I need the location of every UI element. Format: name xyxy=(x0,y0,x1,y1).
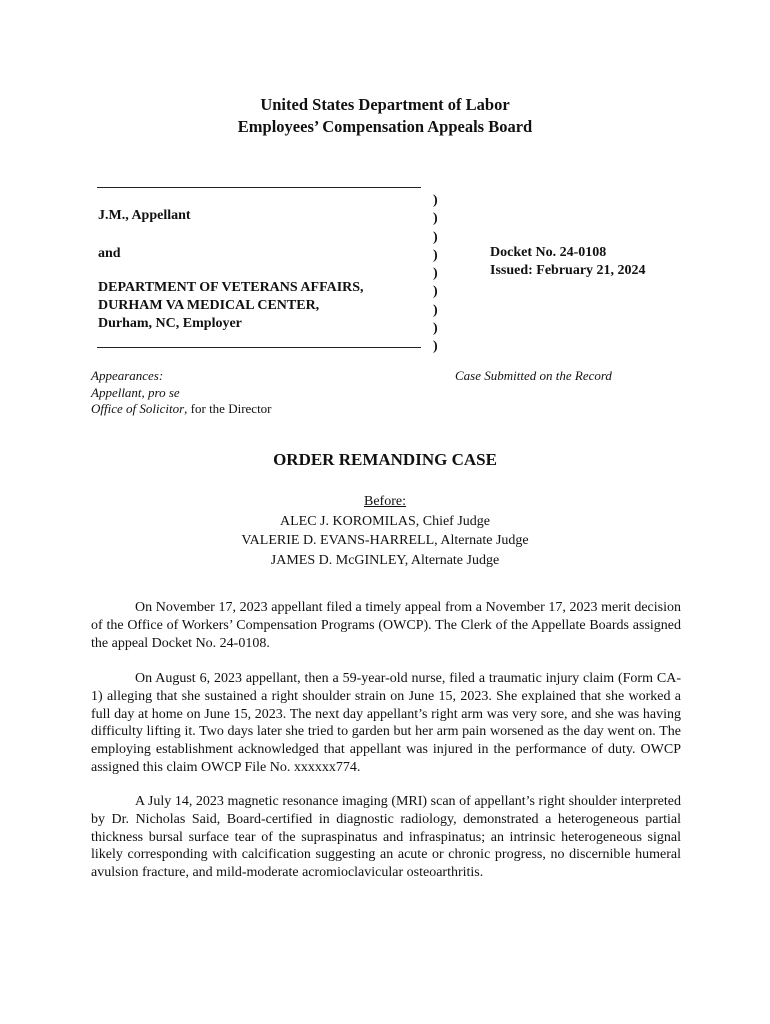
judges-panel xyxy=(0,492,770,570)
paragraph-text: On August 6, 2023 appellant, then a 59-year-old nurse, filed a traumatic injury claim (Form CA-1) alleging that she sustained a right shoulder strain on June 15, 2023. She explained that she worked a full day at home on June 15, 2023. The next day appellant’s right arm was very sore, and she was having difficulty lifting it. Two days later she tried to garden but her arm pain worsened as the day went on. The employing establishment acknowledged that appellant was injured in the performance of duty. OWCP assigned this claim OWCP File No. xxxxxx774. xyxy=(91,671,681,775)
appellant-name: J.M., Appellant xyxy=(98,208,191,223)
docket-number: Docket No. 24-0108 xyxy=(490,245,607,260)
paragraph-3 xyxy=(91,793,681,882)
judge-chief: ALEC J. KOROMILAS, Chief Judge xyxy=(280,513,490,529)
paren: ) xyxy=(433,193,438,208)
case-submitted-note: Case Submitted on the Record xyxy=(455,368,612,383)
paren: ) xyxy=(433,302,438,318)
caption-top-rule xyxy=(97,187,421,188)
before-label: Before: xyxy=(364,494,406,509)
order-title: ORDER REMANDING CASE xyxy=(273,450,497,469)
board-name: Employees’ Compensation Appeals Board xyxy=(237,117,533,136)
appellant-appearance: Appellant, pro se xyxy=(91,384,180,400)
paren: ) xyxy=(433,284,438,300)
paren: ) xyxy=(433,211,438,227)
agency-name: United States Department of Labor xyxy=(260,95,510,114)
paragraph-text: A July 14, 2023 magnetic resonance imaging (MRI) scan of appellant’s right shoulder interpreted by Dr. Nicholas Said, Board-certified in diagnostic radiology, demonstrated a heterogeneous partial thickness bursal surface tear of the supraspinatus and infraspinatus; an intrinsic heterogeneous signal likely corresponding with calcification suggesting an acute or chronic progress, no discernible humeral avulsion fracture, and mild-moderate acromioclavicular osteoarthritis. xyxy=(91,794,681,881)
judge-alternate-1: VALERIE D. EVANS-HARRELL, Alternate Judge xyxy=(241,533,529,548)
paren: ) xyxy=(433,247,438,263)
employer-line-2: DURHAM VA MEDICAL CENTER, xyxy=(98,298,320,313)
paragraph-1 xyxy=(91,599,681,652)
caption-and: and xyxy=(98,246,121,261)
employer-line-1: DEPARTMENT OF VETERANS AFFAIRS, xyxy=(98,280,364,295)
employer-line-3: Durham, NC, Employer xyxy=(98,316,242,331)
caption-parentheses xyxy=(433,192,438,357)
paren: ) xyxy=(433,321,438,337)
paragraph-2 xyxy=(91,670,681,777)
issued-date: Issued: February 21, 2024 xyxy=(490,263,646,278)
appearances xyxy=(91,368,272,418)
judge-alternate-2: JAMES D. McGINLEY, Alternate Judge xyxy=(270,552,500,568)
solicitor-name: Office of Solicitor xyxy=(91,401,185,416)
paragraph-text: On November 17, 2023 appellant filed a timely appeal from a November 17, 2023 merit decision of the Office of Workers’ Compensation Programs (OWCP). The Clerk of the Appellate Boards assigned the appeal Docket No. 24-0108. xyxy=(91,600,681,651)
docket-info xyxy=(490,244,646,280)
caption-bottom-rule xyxy=(97,347,421,348)
solicitor-suffix: , for the Director xyxy=(184,401,272,416)
document-header xyxy=(0,94,770,138)
solicitor-appearance xyxy=(91,401,272,418)
paren: ) xyxy=(433,229,438,245)
paren: ) xyxy=(433,339,438,355)
paren: ) xyxy=(433,266,438,282)
appearances-label: Appearances: xyxy=(91,368,164,383)
